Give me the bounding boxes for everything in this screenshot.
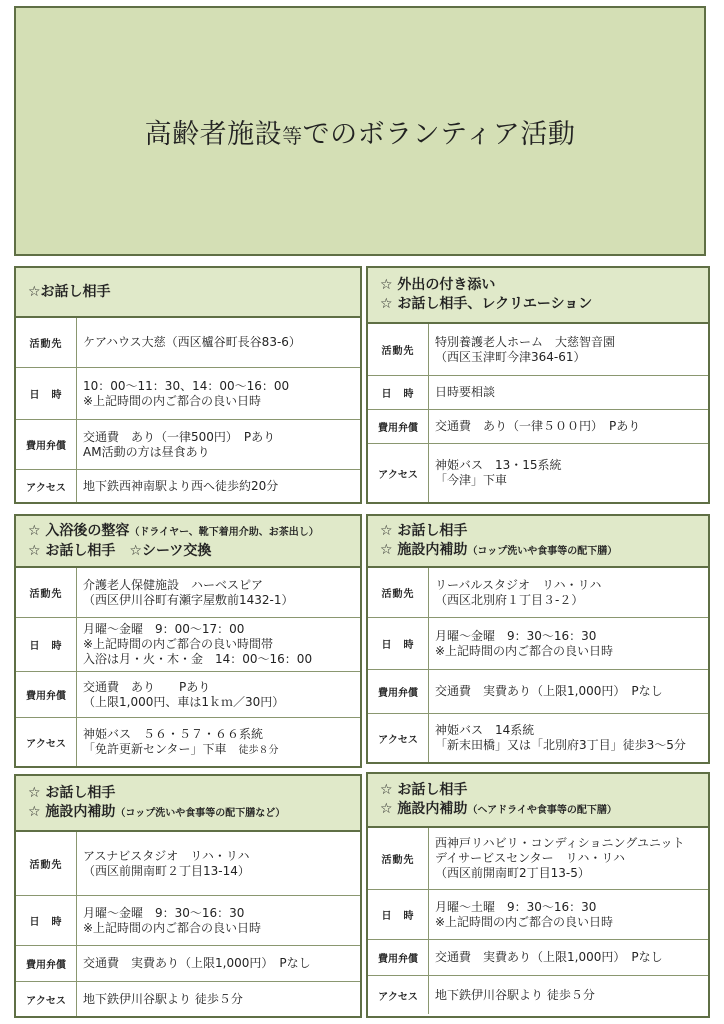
activity-card-harvespia bbox=[14, 514, 362, 768]
label-access: アクセス bbox=[16, 718, 77, 766]
row-access bbox=[16, 982, 360, 1016]
activity-card-nishikobe-reha bbox=[366, 772, 710, 1018]
row-time bbox=[368, 890, 708, 940]
value-line: 交通費 あり Pあり bbox=[83, 679, 211, 694]
title-main: 高齢者施設 bbox=[144, 118, 283, 150]
value-line: 入浴は月・火・木・金 14：00～16：00 bbox=[83, 652, 313, 666]
value-cost bbox=[77, 946, 360, 981]
row-cost bbox=[16, 946, 360, 982]
value-line: 交通費 あり（一律５００円） Pあり bbox=[435, 419, 641, 433]
title-banner bbox=[14, 6, 706, 256]
value-line bbox=[83, 742, 354, 758]
label-access: アクセス bbox=[16, 470, 77, 502]
value-access bbox=[429, 444, 708, 502]
row-access bbox=[368, 714, 708, 762]
access-walk: 徒歩８分 bbox=[238, 744, 279, 756]
row-place bbox=[16, 318, 360, 368]
label-cost: 費用弁償 bbox=[368, 940, 429, 975]
card-title-line: ☆ お話し相手、レクリエーション bbox=[380, 296, 593, 312]
value-line: 交通費 実費あり（上限1,000円） Pなし bbox=[83, 956, 311, 970]
value-line: （西区伊川谷町有瀬字屋敷前1432-1） bbox=[83, 592, 294, 607]
value-cost bbox=[429, 940, 708, 975]
label-cost: 費用弁償 bbox=[368, 670, 429, 713]
card-title-line: ☆ お話し相手 bbox=[28, 784, 116, 801]
value-access bbox=[77, 718, 360, 766]
value-line: 特別養護老人ホーム 大慈智音園 bbox=[435, 334, 616, 349]
row-time bbox=[368, 618, 708, 670]
card-title-line bbox=[28, 803, 348, 823]
label-place: 活動先 bbox=[16, 318, 77, 367]
label-place: 活動先 bbox=[16, 832, 77, 895]
value-line: 月曜～金曜 9：30～16：30 bbox=[435, 628, 597, 643]
value-line: 神姫バス 13・15系統 bbox=[435, 458, 562, 472]
value-place bbox=[77, 318, 360, 367]
row-time bbox=[16, 618, 360, 672]
card-title-note: （ドライヤー、靴下着用介助、お茶出し） bbox=[129, 526, 319, 538]
label-time: 日 時 bbox=[16, 368, 77, 419]
label-time: 日 時 bbox=[16, 618, 77, 671]
label-cost: 費用弁償 bbox=[16, 420, 77, 469]
label-cost: 費用弁償 bbox=[368, 410, 429, 443]
label-place: 活動先 bbox=[368, 568, 429, 617]
value-line: 交通費 実費あり（上限1,000円） Pなし bbox=[435, 950, 663, 964]
activity-card-daiji-chionen bbox=[366, 266, 710, 504]
row-cost bbox=[16, 672, 360, 718]
value-cost bbox=[77, 672, 360, 717]
label-cost: 費用弁償 bbox=[16, 946, 77, 981]
value-time bbox=[77, 896, 360, 945]
value-place bbox=[429, 828, 708, 889]
value-line: AM活動の方は昼食あり bbox=[83, 444, 210, 459]
row-time bbox=[16, 896, 360, 946]
value-line: ※上記時間の内ご都合の良い時間帯 bbox=[83, 637, 274, 651]
title-small: 等 bbox=[282, 123, 303, 148]
page-title bbox=[145, 112, 576, 151]
value-line: 地下鉄西神南駅より西へ徒歩約20分 bbox=[83, 478, 279, 493]
value-line: （上限1,000円、車は1ｋｍ／30円） bbox=[83, 694, 285, 709]
value-place bbox=[429, 568, 708, 617]
value-access bbox=[429, 976, 708, 1014]
value-line: ※上記時間の内ご都合の良い日時 bbox=[83, 920, 262, 935]
activity-card-care-house-daiji bbox=[14, 266, 362, 504]
value-line: 地下鉄伊川谷駅より 徒歩５分 bbox=[83, 991, 243, 1006]
value-time bbox=[429, 618, 708, 669]
row-access bbox=[16, 718, 360, 766]
access-stop: 「免許更新センター」下車 bbox=[83, 741, 227, 756]
activity-card-asunabi-studio bbox=[14, 774, 362, 1018]
value-place bbox=[429, 324, 708, 375]
row-access bbox=[368, 444, 708, 502]
value-line: ケアハウス大慈（西区櫨谷町長谷83-6） bbox=[83, 335, 301, 349]
card-title-text: ☆ 入浴後の整容 bbox=[28, 522, 130, 539]
value-line: 「新末田橋」又は「北別府3丁目」徒歩3～5分 bbox=[435, 738, 686, 752]
card-title-text: ☆ 施設内補助 bbox=[380, 541, 468, 558]
label-access: アクセス bbox=[368, 976, 429, 1014]
card-title-line: ☆ 外出の付き添い bbox=[380, 277, 496, 293]
card-title-text: ☆ 施設内補助 bbox=[380, 800, 468, 817]
value-line: 月曜～金曜 9：30～16：30 bbox=[83, 905, 245, 920]
activity-card-rival-studio bbox=[366, 514, 710, 764]
card-title-line: ☆ お話し相手 ☆シーツ交換 bbox=[28, 542, 212, 559]
value-place bbox=[77, 568, 360, 617]
value-time bbox=[429, 376, 708, 409]
value-access bbox=[77, 470, 360, 502]
row-time bbox=[368, 376, 708, 410]
row-place bbox=[368, 324, 708, 376]
value-line: 神姫バス 14系統 bbox=[435, 723, 535, 737]
value-line: （西区前開南町2丁目13-5） bbox=[435, 866, 590, 880]
card-title bbox=[16, 268, 360, 318]
value-cost bbox=[77, 420, 360, 469]
card-title bbox=[368, 268, 708, 324]
label-place: 活動先 bbox=[368, 324, 429, 375]
card-title-line: ☆ お話し相手 bbox=[380, 522, 468, 539]
label-access: アクセス bbox=[368, 444, 429, 502]
card-title-line: ☆お話し相手 bbox=[28, 283, 111, 300]
card-title-note: （コップ洗いや食事等の配下膳など） bbox=[115, 807, 286, 819]
value-line: （西区前開南町２丁目13-14） bbox=[83, 863, 250, 878]
value-cost bbox=[429, 410, 708, 443]
label-time: 日 時 bbox=[16, 896, 77, 945]
row-cost bbox=[368, 940, 708, 976]
row-cost bbox=[16, 420, 360, 470]
card-title-note: （ヘアドライや食事等の配下膳） bbox=[467, 804, 617, 816]
value-line: （西区北別府１丁目３-２） bbox=[435, 592, 584, 607]
card-title bbox=[16, 516, 360, 568]
value-access bbox=[429, 714, 708, 762]
value-line: 「今津」下車 bbox=[435, 473, 508, 487]
value-line: 日時要相談 bbox=[435, 385, 496, 399]
value-line: 月曜～土曜 9：30～16：30 bbox=[435, 899, 597, 914]
card-title-text: ☆ 施設内補助 bbox=[28, 803, 116, 820]
row-cost bbox=[368, 410, 708, 444]
value-line: リーバルスタジオ リハ・リハ bbox=[435, 577, 602, 592]
row-cost bbox=[368, 670, 708, 714]
card-title-note: （コップ洗いや食事等の配下膳） bbox=[467, 545, 618, 557]
value-time bbox=[77, 618, 360, 671]
value-line: ※上記時間の内ご都合の良い日時 bbox=[83, 393, 262, 408]
row-time bbox=[16, 368, 360, 420]
value-line: 介護老人保健施設 ハーベスピア bbox=[83, 577, 264, 592]
value-place bbox=[77, 832, 360, 895]
label-time: 日 時 bbox=[368, 376, 429, 409]
value-time bbox=[429, 890, 708, 939]
label-cost: 費用弁償 bbox=[16, 672, 77, 717]
row-access bbox=[16, 470, 360, 502]
row-place bbox=[368, 568, 708, 618]
value-access bbox=[77, 982, 360, 1016]
value-line: 西神戸リハビリ・コンディショニングユニット bbox=[435, 836, 685, 850]
card-title bbox=[16, 776, 360, 832]
label-access: アクセス bbox=[16, 982, 77, 1016]
value-line: 交通費 実費あり（上限1,000円） Pなし bbox=[435, 684, 663, 698]
value-line: アスナビスタジオ リハ・リハ bbox=[83, 848, 250, 863]
row-access bbox=[368, 976, 708, 1014]
card-title bbox=[368, 774, 708, 828]
value-line: ※上記時間の内ご都合の良い日時 bbox=[435, 643, 614, 658]
label-access: アクセス bbox=[368, 714, 429, 762]
value-time bbox=[77, 368, 360, 419]
label-place: 活動先 bbox=[368, 828, 429, 889]
value-cost bbox=[429, 670, 708, 713]
card-title-line bbox=[380, 800, 696, 820]
value-line: 神姫バス ５６・５７・６６系統 bbox=[83, 726, 264, 741]
label-time: 日 時 bbox=[368, 890, 429, 939]
value-line: 月曜～金曜 9：00～17：00 bbox=[83, 622, 245, 636]
value-line: 10：00～11：30、14：00～16：00 bbox=[83, 378, 290, 393]
value-line: 地下鉄伊川谷駅より 徒歩５分 bbox=[435, 987, 595, 1002]
title-rest: でのボランティア活動 bbox=[302, 118, 576, 150]
card-title-line bbox=[380, 541, 696, 561]
value-line: 交通費 あり（一律500円） Pあり bbox=[83, 429, 276, 444]
card-title-line: ☆ お話し相手 bbox=[380, 781, 468, 798]
card-title bbox=[368, 516, 708, 568]
value-line: ※上記時間の内ご都合の良い日時 bbox=[435, 914, 614, 929]
card-title-line bbox=[28, 522, 348, 542]
label-place: 活動先 bbox=[16, 568, 77, 617]
row-place bbox=[16, 832, 360, 896]
value-line: （西区玉津町今津364-61） bbox=[435, 349, 586, 364]
row-place bbox=[368, 828, 708, 890]
row-place bbox=[16, 568, 360, 618]
label-time: 日 時 bbox=[368, 618, 429, 669]
value-line: デイサービスセンター リハ・リハ bbox=[435, 851, 625, 865]
